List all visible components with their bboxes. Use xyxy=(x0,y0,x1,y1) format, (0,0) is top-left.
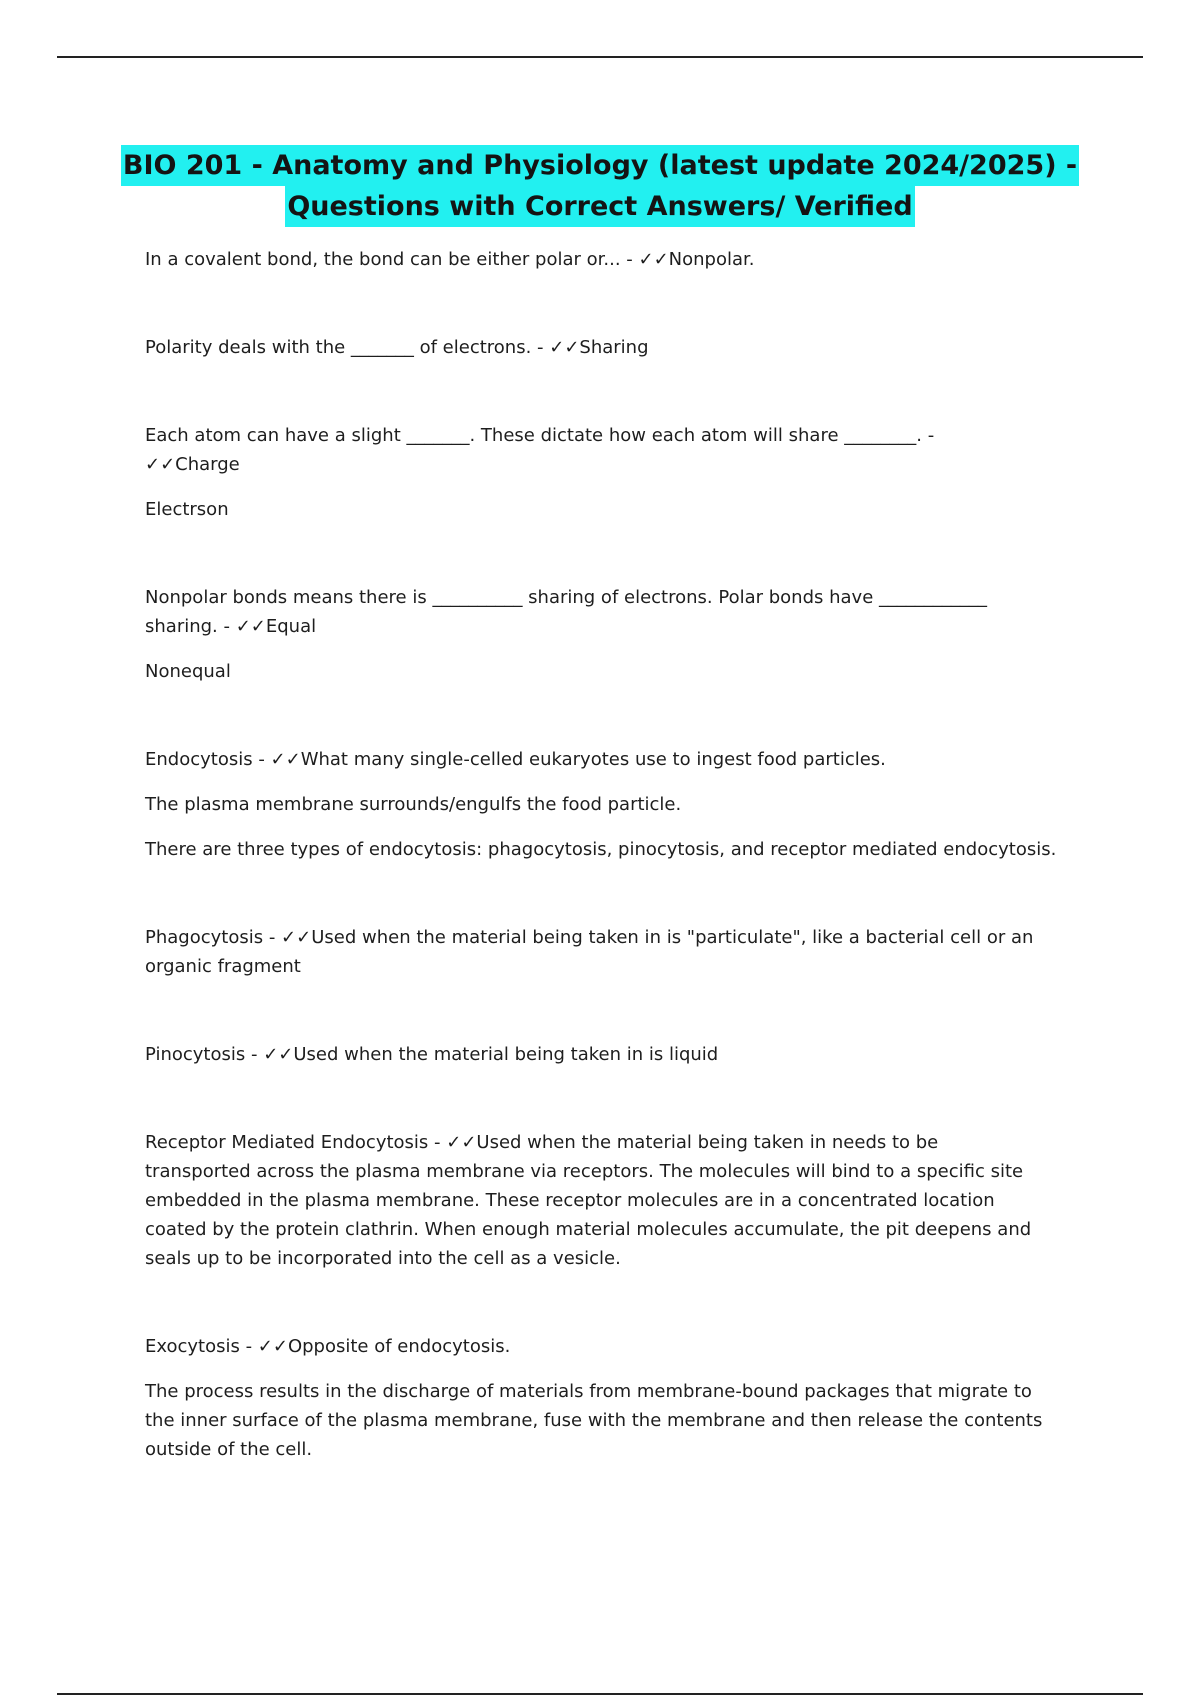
answer-extra: Nonequal xyxy=(145,661,231,682)
answer-extra: The process results in the discharge of materials from membrane-bound packages that migrate to xyxy=(145,1381,1032,1402)
top-rule xyxy=(57,56,1143,58)
qa-item xyxy=(145,245,1065,274)
question-text: Receptor Mediated Endocytosis - ✓✓Used when the material being taken in needs to be xyxy=(145,1132,939,1153)
answer-text: organic fragment xyxy=(145,956,301,977)
title-line-1: BIO 201 - Anatomy and Physiology (latest update 2024/2025) - xyxy=(121,145,1079,186)
qa-item xyxy=(145,421,1065,524)
qa-item xyxy=(145,333,1065,362)
question-text: Pinocytosis - ✓✓Used when the material being taken in is liquid xyxy=(145,1044,719,1065)
answer-text: transported across the plasma membrane via receptors. The molecules will bind to a specific site xyxy=(145,1161,1024,1182)
answer-text: ✓✓Charge xyxy=(145,454,240,475)
qa-item xyxy=(145,923,1065,981)
document-title xyxy=(0,145,1200,227)
answer-text: seals up to be incorporated into the cell as a vesicle. xyxy=(145,1248,621,1269)
qa-item xyxy=(145,1332,1065,1464)
qa-item xyxy=(145,1128,1065,1273)
question-text: In a covalent bond, the bond can be either polar or... - ✓✓Nonpolar. xyxy=(145,249,755,270)
question-text: Polarity deals with the _______ of electrons. - ✓✓Sharing xyxy=(145,337,649,358)
answer-text: embedded in the plasma membrane. These receptor molecules are in a concentrated location xyxy=(145,1190,995,1211)
answer-extra: There are three types of endocytosis: phagocytosis, pinocytosis, and receptor mediated endocytosis. xyxy=(145,839,1057,860)
answer-extra: the inner surface of the plasma membrane, fuse with the membrane and then release the contents xyxy=(145,1410,1043,1431)
qa-item xyxy=(145,583,1065,686)
title-line-2: Questions with Correct Answers/ Verified xyxy=(285,186,914,227)
question-text: Each atom can have a slight _______. These dictate how each atom will share ________. - xyxy=(145,425,935,446)
question-text: Exocytosis - ✓✓Opposite of endocytosis. xyxy=(145,1336,511,1357)
answer-text: sharing. - ✓✓Equal xyxy=(145,616,317,637)
answer-text: coated by the protein clathrin. When enough material molecules accumulate, the pit deepens and xyxy=(145,1219,1032,1240)
qa-list xyxy=(145,245,1065,1523)
qa-item xyxy=(145,745,1065,864)
answer-extra: Electrson xyxy=(145,499,229,520)
bottom-rule xyxy=(57,1693,1143,1695)
question-text: Phagocytosis - ✓✓Used when the material being taken in is "particulate", like a bacterial cell or an xyxy=(145,927,1034,948)
qa-item xyxy=(145,1040,1065,1069)
question-text: Nonpolar bonds means there is __________ sharing of electrons. Polar bonds have ____________ xyxy=(145,587,987,608)
answer-extra: outside of the cell. xyxy=(145,1439,313,1460)
question-text: Endocytosis - ✓✓What many single-celled eukaryotes use to ingest food particles. xyxy=(145,749,886,770)
answer-extra: The plasma membrane surrounds/engulfs the food particle. xyxy=(145,794,682,815)
